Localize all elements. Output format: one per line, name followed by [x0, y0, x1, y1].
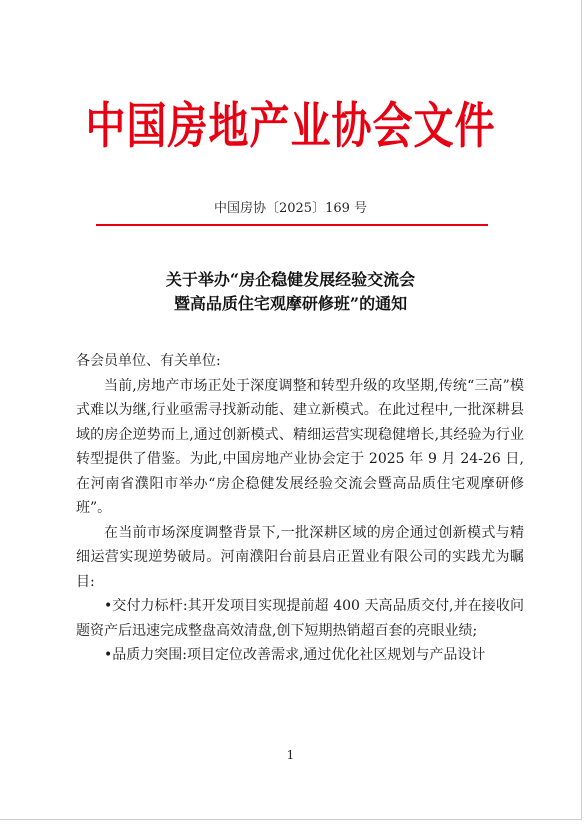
page-number: 1: [286, 748, 295, 762]
notice-title-line-2: 暨高品质住宅观摩研修班”的通知: [173, 294, 408, 313]
bullet-item-quality: [76, 643, 524, 668]
bullet-item-delivery: [76, 594, 524, 643]
red-divider-line: [96, 224, 488, 226]
document-number: 中国房协〔2025〕169 号: [213, 201, 368, 216]
body-paragraph-1: 当前,房地产市场正处于深度调整和转型升级的攻坚期,传统“三高”模式难以为继,行业亟需寻找新动能、建立新模式。在此过程中,一批深耕县域的房企逆势而上,通过创新模式、精细运营实现稳健增长,其经验为行业转型提供了借鉴。为此,中国房地产业协会定于 2025 年 9 月 24-26 日,在河南省濮阳市举办“房企稳健发展经验交流会暨高品质住宅观摩研修班”。: [76, 377, 524, 516]
bullet-dot-icon: •: [104, 598, 113, 614]
notice-title: [0, 268, 581, 316]
bullet-text: 品质力突围:项目定位改善需求,通过优化社区规划与产品设计: [112, 647, 486, 663]
salutation: 各会员单位、有关单位:: [76, 353, 221, 369]
masthead-title: 中国房地产业协会文件: [85, 98, 496, 155]
bullet-dot-icon: •: [104, 647, 113, 663]
notice-title-line-1: 关于举办“房企稳健发展经验交流会: [165, 270, 416, 289]
notice-body: [76, 349, 524, 668]
body-paragraph-2: 在当前市场深度调整背景下,一批深耕区域的房企通过创新模式与精细运营实现逆势破局。河南濮阳台前县启正置业有限公司的实践尤为瞩目:: [76, 524, 524, 590]
bullet-text: 交付力标杆:其开发项目实现提前超 400 天高品质交付,并在接收问题资产后迅速完成整盘高效清盘,创下短期热销超百套的亮眼业绩;: [76, 598, 524, 639]
